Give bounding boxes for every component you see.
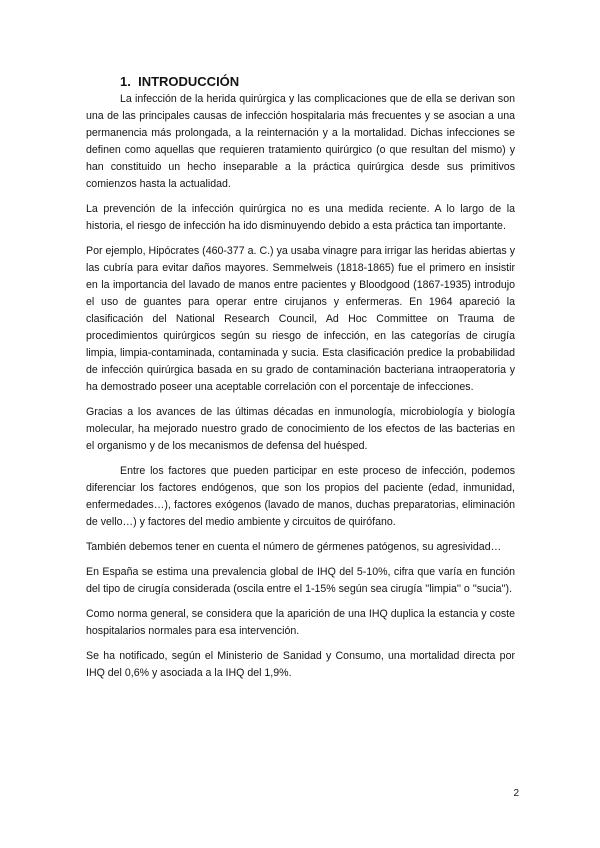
paragraph-intro-definition: La infección de la herida quirúrgica y las complicaciones que de ella se derivan son una de las principales causas de infección hospitalaria más frecuentes y se asocian a una permanencia más prolongada, a la reinternación y a la mortalidad. Dichas infecciones se definen como aquellas que requieren tratamiento quirúrgico (o que resultan del mismo) y han constituido un hecho inseparable a la práctica quirúrgica desde sus primitivos comienzos hasta la actualidad. [86, 93, 515, 190]
paragraph-mortality: Se ha notificado, según el Ministerio de Sanidad y Consumo, una mortalidad directa por IHQ del 0,6% y asociada a la IHQ del 1,9%. [86, 650, 515, 679]
paragraph-prevalence-spain: En España se estima una prevalencia global de IHQ del 5-10%, cifra que varía en función del tipo de cirugía considerada (oscila entre el 1-15% según sea cirugía ''limpia'' o ''sucia''). [86, 566, 515, 595]
paragraph-historical-examples: Por ejemplo, Hipócrates (460-377 a. C.) ya usaba vinagre para irrigar las heridas abiertas y las cubría para evitar daños mayores. Semmelweis (1818-1865) fue el primero en insistir en la importancia del lavado de manos entre pacientes y Bloodgood (1867-1935) introdujo el uso de guantes para operar entre cirujanos y enfermeras. En 1964 apareció la clasificación del National Research Council, Ad Hoc Committee on Trauma de procedimientos quirúrgicos según su riesgo de infección, en las categorías de cirugía limpia, limpia-contaminada, contaminada y sucia. Esta clasificación predice la probabilidad de infección quirúrgica basada en su grado de contaminación bacteriana intraoperatoria y ha demostrado poseer una aceptable correlación con el porcentaje de infecciones. [86, 245, 515, 393]
page-number: 2 [513, 788, 519, 799]
page-content [86, 73, 515, 690]
paragraph-scientific-advances: Gracias a los avances de las últimas décadas en inmunología, microbiología y biología molecular, ha mejorado nuestro grado de conocimiento de los efectos de las bacterias en el organismo y de los mecanismos de defensa del huésped. [86, 406, 515, 452]
section-number: 1. [120, 74, 131, 89]
paragraph-hospital-stay: Como norma general, se considera que la aparición de una IHQ duplica la estancia y coste hospitalarios normales para esa intervención. [86, 608, 515, 637]
paragraph-prevention-history: La prevención de la infección quirúrgica no es una medida reciente. A lo largo de la historia, el riesgo de infección ha ido disminuyendo debido a esta práctica tan importante. [86, 203, 515, 232]
section-title: INTRODUCCIÓN [138, 74, 240, 89]
section-heading [120, 73, 515, 90]
paragraph-germ-count: También debemos tener en cuenta el número de gérmenes patógenos, su agresividad… [86, 541, 502, 553]
paragraph-infection-factors: Entre los factores que pueden participar en este proceso de infección, podemos diferenciar los factores endógenos, que son los propios del paciente (edad, inmunidad, enfermedades…), factores exógenos (lavado de manos, duchas preparatorias, eliminación de vello…) y factores del medio ambiente y circuitos de quirófano. [86, 465, 515, 528]
